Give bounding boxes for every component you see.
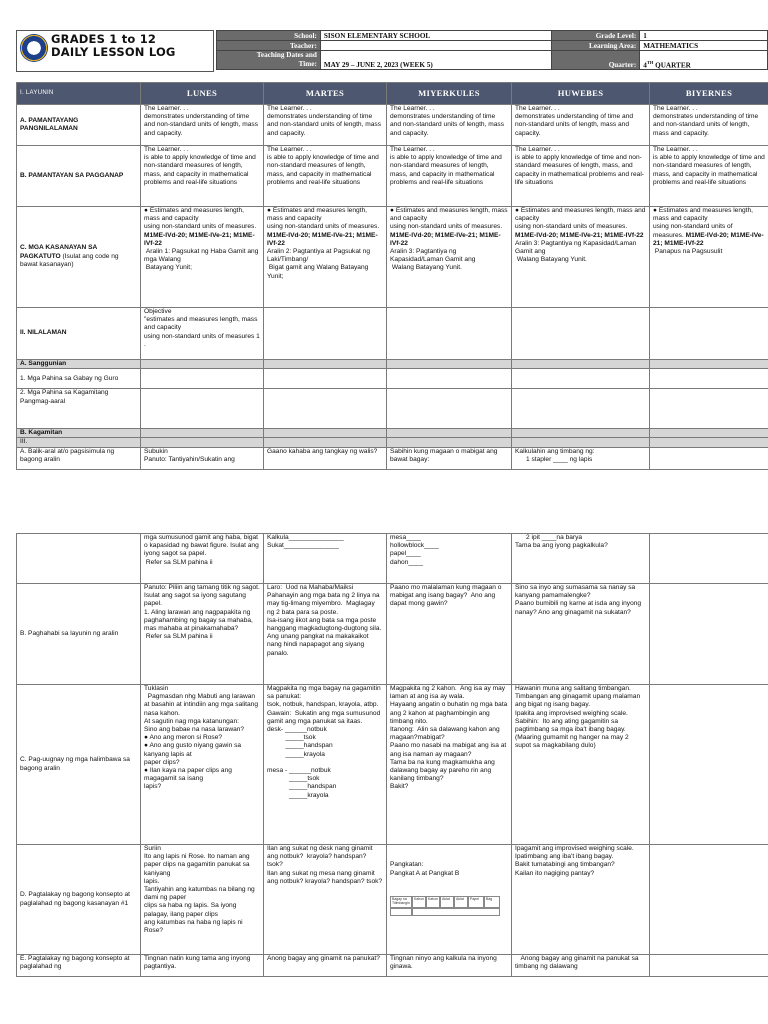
mini-cell <box>390 908 412 916</box>
cell-biyernes <box>650 845 768 955</box>
row-label: C. Pag-uugnay ng mga halimbawa sa bagong aralin <box>17 685 141 845</box>
dates-label-line-1: Teaching Dates and <box>256 51 317 59</box>
cell-lunes: The Learner. . . is able to apply knowledge of time and non-standard measures of length, mass, and capacity in mathematical problems and real-life situations <box>141 146 264 207</box>
cell-biyernes <box>650 584 768 685</box>
cell-text: Aralin 3: Pagtantiya ng Kapasidad/Laman Gamit ang Walang Batayang Yunit. <box>515 239 637 264</box>
cell-huwebes: Kalkulahin ang timbang ng: 1 stapler ____ ng lapis <box>512 447 650 469</box>
grade-value: 1 <box>640 31 768 41</box>
lesson-log-header <box>16 30 768 72</box>
cell-miyerkules: mesa____ hollowblock____ papel____ dahon____ <box>387 534 512 584</box>
row-label-note: (Isulat ang code ng bawat kasanayan) <box>20 252 119 269</box>
row-label: E. Pagtalakay ng bagong konsepto at paglalahad ng <box>17 955 141 977</box>
cell-lunes: Panuto: Piliin ang tamang titik ng sagot. Isulat ang sagot sa iyong sagutang papel. 1. Aling larawan ang nagpapakita ng paghahambing ng bagay sa mahaba, mas mahaba at pinakamahaba? Refer sa SLM pahina ii <box>141 584 264 685</box>
cell-martes: Anong bagay ang ginamit na panukat? <box>264 955 387 977</box>
cell-huwebes <box>512 207 650 308</box>
day-header-row <box>17 83 768 105</box>
mini-cell: Kahon <box>412 896 426 908</box>
cell-text: ● Estimates and measures length, mass and capacity using non-standard units of measures. <box>515 207 646 231</box>
cell-huwebes: Ipagamit ang improvised weighing scale. Ipatimbang ang iba't ibang bagay. Bakit tumatabingi ang timbangan? Kailan ito nagiging pantay? <box>512 845 650 955</box>
row-pamantayang-pangnilalaman <box>17 105 768 146</box>
dates-label <box>217 51 321 70</box>
cell-martes <box>264 308 387 360</box>
row-label: B. Paghahabi sa layunin ng aralin <box>17 584 141 685</box>
cell-miyerkules <box>387 389 512 429</box>
cell-miyerkules: Paano mo malalaman kung magaan o mabigat ang isang bagay? Ano ang dapat mong gawin? <box>387 584 512 685</box>
quarter-value <box>640 51 768 70</box>
row-label: III. <box>17 438 141 447</box>
cell-huwebes <box>512 389 650 429</box>
cell-lunes <box>141 429 264 438</box>
cell-miyerkules: Tingnan ninyo ang kalkula na inyong ginawa. <box>387 955 512 977</box>
school-label: School: <box>217 31 321 41</box>
group-weighing-table <box>390 896 502 920</box>
cell-huwebes: The Learner. . . demonstrates understanding of time and non-standard units of length, mass and capacity. <box>512 105 650 146</box>
cell-miyerkules <box>387 429 512 438</box>
brand-line-2: DAILY LESSON LOG <box>51 45 176 59</box>
cell-huwebes: Hawanin muna ang salitang timbangan. Timbangan ang ginagamit upang malaman ang bigat ng isang bagay. Ipakita ang improvised weighing scale. Sabihin: Ito ang ating gagamitin sa pagtimbang sa mga iba't ibang bagay. (Maaring gumamit ng hanger na may 2 supot sa magkabilang dulo) <box>512 685 650 845</box>
row-balik-aral-continued <box>17 534 768 584</box>
cell-biyernes <box>650 685 768 845</box>
row-label: 1. Mga Pahina sa Gabay ng Guro <box>17 369 141 389</box>
row-label-main: C. MGA KASANAYAN SA PAGKATUTO <box>20 244 98 260</box>
cell-lunes: Suriin Ito ang lapis ni Rose. Ito naman ang paper clips na gagamitin panukat sa kaniyang lapis. Tantiyahin ang katumbas na bilang ng dami ng paper clips sa haba ng lapis. Sa iyong palagay, ilang paper clips ang katumbas na haba ng lapis ni Rose? <box>141 845 264 955</box>
cell-lunes: Tingnan natin kung tama ang inyong pagtantiya. <box>141 955 264 977</box>
cell-lunes <box>141 360 264 369</box>
cell-huwebes: 2 ipit ____na barya Tama ba ang iyong pagkalkula? <box>512 534 650 584</box>
competency-codes: M1ME-IVd-20; M1ME-IVe-21; M1ME-IVf-22 <box>267 231 378 247</box>
competency-codes: M1ME-IVd-20; M1ME-IVe-21; M1ME-IVf-22 <box>144 231 255 247</box>
cell-huwebes <box>512 429 650 438</box>
cell-text: ● Estimates and measures length, mass and capacity using non-standard units of measures. <box>267 207 380 231</box>
cell-lunes: mga sumusunod gamit ang haba, bigat o kapasidad ng bawat figure. Isulat ang iyong sagot sa papel. Refer sa SLM pahina ii <box>141 534 264 584</box>
cell-martes: Kalkula_______________ Sukat_______________ <box>264 534 387 584</box>
cell-huwebes <box>512 308 650 360</box>
grade-label: Grade Level: <box>552 31 640 41</box>
cell-biyernes <box>650 360 768 369</box>
cell-lunes: Subukin Panuto: Tantiyahin/Sukatin ang <box>141 447 264 469</box>
cell-lunes: The Learner. . . demonstrates understanding of time and non-standard units of length, mass and capacity. <box>141 105 264 146</box>
row-kagamitan <box>17 429 768 438</box>
mini-cell: Aklat <box>440 896 454 908</box>
cell-text: ● Estimates and measures length, mass and capacity using non-standard units of measures. <box>144 207 257 231</box>
quarter-word: QUARTER <box>653 61 691 69</box>
cell-martes <box>264 438 387 447</box>
mini-cell: Bag <box>484 896 500 908</box>
cell-huwebes <box>512 360 650 369</box>
competency-codes: M1ME-IVd-20; M1ME-IVe-21; M1ME-IVf-22 <box>653 231 764 247</box>
deped-seal-icon <box>20 34 48 62</box>
school-value: SISON ELEMENTARY SCHOOL <box>320 31 552 41</box>
cell-martes: The Learner. . . is able to apply knowledge of time and non-standard measures of length, mass, and capacity in mathematical problems and real-life situations <box>264 146 387 207</box>
row-label: II. NILALAMAN <box>17 308 141 360</box>
cell-miyerkules: Magpakita ng 2 kahon. Ang isa ay may laman at ang isa ay wala. Hayaang angatin o buhatin ng mga bata ang 2 kahon at paghambingin ang timbang nito. Itanong: Alin sa dalawang kahon ang magaan?mabigat? Paano mo nasabi na mabigat ang isa at ang isa naman ay magaan? Tama ba na kung magkamukha ang dalawang bagay ay pareho rin ang kanilang timbang? Bakit? <box>387 685 512 845</box>
cell-lunes <box>141 207 264 308</box>
cell-miyerkules: The Learner. . . demonstrates understanding of time and non-standard units of length, mass and capacity. <box>387 105 512 146</box>
row-label: A. PAMANTAYANG PANGNILALAMAN <box>17 105 141 146</box>
brand-title <box>51 33 176 59</box>
teacher-label: Teacher: <box>217 41 321 51</box>
cell-miyerkules <box>387 369 512 389</box>
row-paghahabi <box>17 584 768 685</box>
row-label <box>17 534 141 584</box>
cell-text: ● Estimates and measures length, mass and capacity using non-standard units of measures. <box>653 207 754 239</box>
row-kasanayan-sa-pagkatuto <box>17 207 768 308</box>
row-balik-aral <box>17 447 768 469</box>
cell-lunes <box>141 438 264 447</box>
cell-biyernes <box>650 438 768 447</box>
row-label: B. PAMANTAYAN SA PAGGANAP <box>17 146 141 207</box>
cell-text: Pangkatan: Pangkat A at Pangkat B <box>390 861 460 877</box>
row-label: A. Sanggunian <box>17 360 141 369</box>
mini-cell: Aklat <box>454 896 468 908</box>
row-pagtalakay-2 <box>17 955 768 977</box>
row-pamamaraan <box>17 438 768 447</box>
cell-biyernes <box>650 308 768 360</box>
mini-cell: Kahon <box>426 896 440 908</box>
lesson-table-page-1 <box>16 82 768 470</box>
area-value: MATHEMATICS <box>640 41 768 51</box>
cell-miyerkules <box>387 438 512 447</box>
area-label: Learning Area: <box>552 41 640 51</box>
cell-martes: Gaano kahaba ang tangkay ng walis? <box>264 447 387 469</box>
brand-line-1: GRADES 1 to 12 <box>51 32 157 46</box>
cell-biyernes <box>650 389 768 429</box>
row-pamantayan-sa-pagganap <box>17 146 768 207</box>
cell-huwebes <box>512 438 650 447</box>
row-label: A. Balik-aral at/o pagsisimula ng bagong aralin <box>17 447 141 469</box>
teacher-value <box>320 41 552 51</box>
cell-biyernes <box>650 369 768 389</box>
header-info-table <box>216 30 768 70</box>
row-label <box>17 207 141 308</box>
cell-text: Aralin 2: Pagtantiya at Pagsukat ng Laki/Timbang/ Bigat gamit ang Walang Batayang Yunit; <box>267 248 371 280</box>
cell-miyerkules: Sabihin kung magaan o mabigat ang bawat bagay: <box>387 447 512 469</box>
cell-biyernes <box>650 429 768 438</box>
cell-miyerkules <box>387 207 512 308</box>
cell-biyernes <box>650 534 768 584</box>
cell-text: Panapus na Pagsusulit <box>654 248 723 256</box>
row-label: D. Pagtalakay ng bagong konsepto at paglalahad ng bagong kasanayan #1 <box>17 845 141 955</box>
cell-lunes <box>141 369 264 389</box>
row-gabay-ng-guro <box>17 369 768 389</box>
cell-miyerkules: The Learner. . . is able to apply knowledge of time and non-standard measures of length, mass, and capacity in mathematical problems and real-life situations <box>387 146 512 207</box>
cell-lunes: Tuklasin Pagmasdan nhg Mabuti ang larawan at basahin at intindiin ang mga salitang nasa kahon. At sagutin nag mga katanungan: Sino ang babae na nasa larawan? ● Ano ang meron si Rose? ● Ano ang gusto niyang gawin sa kanyang lapis at paper clips? ● Ilan kaya na paper clips ang magagamit sa isang lapis? <box>141 685 264 845</box>
day-header-huwebes: HUWEBES <box>512 83 650 105</box>
cell-martes: Ilan ang sukat ng desk nang ginamit ang notbuk? krayola? handspan? tsok? Ilan ang sukat ng mesa nang ginamit ang notbuk? krayola? handspan? tsok? <box>264 845 387 955</box>
competency-codes: M1ME-IVd-20; M1ME-IVe-21; M1ME-IVf-22 <box>390 231 501 247</box>
mini-cell: Bagay na Titimbangin <box>390 896 412 908</box>
dates-value: MAY 29 – JUNE 2, 2023 (WEEK 5) <box>320 51 552 70</box>
cell-martes: Laro: Uod na Mahaba/Maiksi Pahanayin ang mga bata ng 2 linya na may tig-limang miyembro. Maglagay ng 2 bata para sa poste. Isa-isang iikot ang bata sa mga poste hanggang magkadugtong-dugtong sila. Ang unang pangkat na makakaikot nang hindi napapagot ang siyang panalo. <box>264 584 387 685</box>
cell-huwebes <box>512 369 650 389</box>
cell-martes: Magpakita ng mga bagay na gagamitin sa panukat: tsok, notbuk, handspan, krayola, atbp. Gawain: Sukatin ang mga sumusunod gamit ang mga panukat sa itaas. desk- ______notbuk _____tsok _____handspan _____krayola mesa - ______notbuk _____tsok _____handspan _____krayola <box>264 685 387 845</box>
cell-martes: The Learner. . . demonstrates understanding of time and non-standard units of length, mass and capacity. <box>264 105 387 146</box>
cell-biyernes <box>650 447 768 469</box>
mini-cell <box>412 908 500 916</box>
dates-label-line-2: Time: <box>298 60 317 68</box>
cell-text: ● Estimates and measures length, mass and capacity using non-standard units of measures. <box>390 207 508 231</box>
row-nilalaman <box>17 308 768 360</box>
cell-martes <box>264 207 387 308</box>
cell-huwebes: Sino sa inyo ang sumasama sa nanay sa kanyang pamamalengke? Paano bumibili ng karne at isda ang inyong nanay? Ano ang ginagamit na sukatan? <box>512 584 650 685</box>
day-header-martes: MARTES <box>264 83 387 105</box>
mini-cell: Papel <box>468 896 484 908</box>
cell-biyernes <box>650 207 768 308</box>
row-pag-uugnay <box>17 685 768 845</box>
cell-martes <box>264 389 387 429</box>
cell-text: Aralin 1: Pagsukat ng Haba Gamit ang mga Walang Batayang Yunit; <box>144 248 259 272</box>
cell-martes <box>264 429 387 438</box>
quarter-number: 4 <box>643 61 647 69</box>
quarter-suffix: TH <box>646 59 654 65</box>
cell-biyernes: The Learner. . . is able to apply knowledge of time and non-standard measures of length, mass, and capacity in mathematical problems and real-life situations <box>650 146 768 207</box>
cell-huwebes: The Learner. . . is able to apply knowledge of time and non-standard measures of length, mass, and capacity in mathematical problems and real-life situations <box>512 146 650 207</box>
lesson-table-page-2 <box>16 533 768 977</box>
cell-biyernes: The Learner. . . demonstrates understanding of time and non-standard units of length, mass and capacity. <box>650 105 768 146</box>
row-sanggunian <box>17 360 768 369</box>
cell-huwebes: Anong bagay ang ginamit na panukat sa timbang ng dalawang <box>512 955 650 977</box>
cell-martes <box>264 360 387 369</box>
section-layunin-header: I. LAYUNIN <box>17 83 141 105</box>
day-header-miyerkules: MIYERKULES <box>387 83 512 105</box>
cell-lunes <box>141 389 264 429</box>
cell-biyernes <box>650 955 768 977</box>
cell-text: Aralin 3: Pagtantiya ng Kapasidad/Laman Gamit ang Walang Batayang Yunit. <box>390 248 476 272</box>
row-label: B. Kagamitan <box>17 429 141 438</box>
quarter-label: Quarter: <box>552 51 640 70</box>
cell-miyerkules <box>387 845 512 955</box>
day-header-lunes: LUNES <box>141 83 264 105</box>
row-label: 2. Mga Pahina sa Kagamitang Pangmag-aaral <box>17 389 141 429</box>
cell-martes <box>264 369 387 389</box>
row-kagamitang-pangmag-aaral <box>17 389 768 429</box>
day-header-biyernes: BIYERNES <box>650 83 768 105</box>
competency-codes: M1ME-IVd-20; M1ME-IVe-21; M1ME-IVf-22 <box>515 231 644 239</box>
brand-box <box>16 30 214 72</box>
row-pagtalakay-1 <box>17 845 768 955</box>
cell-lunes: Objective "estimates and measures length, mass and capacity using non-standard units of measures 1 . <box>141 308 264 360</box>
cell-miyerkules <box>387 360 512 369</box>
cell-miyerkules <box>387 308 512 360</box>
